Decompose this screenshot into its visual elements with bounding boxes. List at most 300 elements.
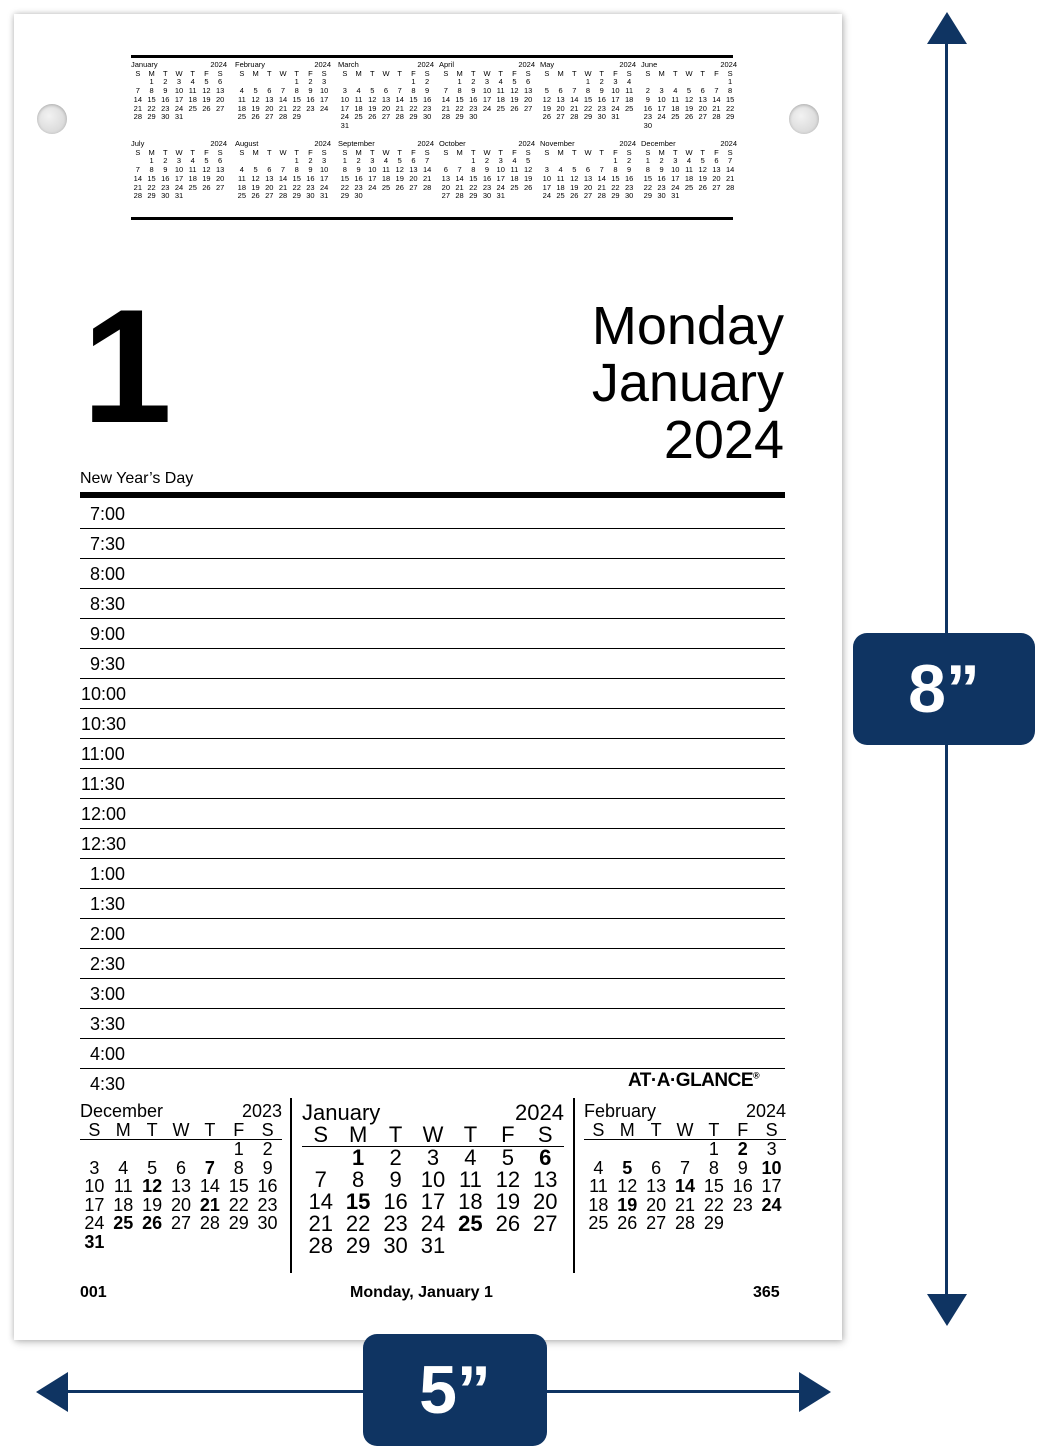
weekday-initial: F xyxy=(613,147,618,157)
year-month-weekdays xyxy=(235,149,331,158)
day-cell: 16 xyxy=(306,173,315,183)
day-cell: 24 xyxy=(420,1211,446,1236)
year-month-year: 2024 xyxy=(619,60,636,69)
day-cell: 16 xyxy=(643,103,653,113)
day-cell: 14 xyxy=(570,94,579,104)
day-cell: 14 xyxy=(308,1189,333,1214)
day-cell: 9 xyxy=(163,165,168,175)
time-slot[interactable] xyxy=(80,709,785,739)
day-cell: 28 xyxy=(441,112,451,122)
day-cell: 26 xyxy=(142,1213,163,1233)
day-cell: 28 xyxy=(597,191,606,201)
weekday-initial: F xyxy=(512,147,517,157)
day-cell xyxy=(527,1235,564,1257)
weekday-initial: T xyxy=(204,1119,216,1140)
day-cell: 14 xyxy=(199,1176,220,1196)
day-cell: 30 xyxy=(597,112,606,122)
day-cell: 9 xyxy=(737,1157,748,1178)
weekday-initial: T xyxy=(190,68,195,78)
day-cell: 3 xyxy=(176,156,182,166)
day-cell: 24 xyxy=(174,182,184,192)
day-cell: 16 xyxy=(161,94,170,104)
day-cell: 25 xyxy=(671,112,680,122)
day-cell: 31 xyxy=(319,191,329,201)
year-month-week xyxy=(641,192,737,201)
day-cell: 17 xyxy=(368,173,377,183)
weekday-initial: M xyxy=(658,68,665,78)
day-cell: 14 xyxy=(712,94,721,104)
weekday-initial: S xyxy=(313,1122,329,1147)
day-cell: 21 xyxy=(278,182,288,192)
day-cell xyxy=(393,192,407,201)
weekday-initial: S xyxy=(727,68,733,78)
year-month xyxy=(235,61,331,122)
day-cell xyxy=(195,1140,224,1159)
day-cell: 28 xyxy=(674,1213,695,1233)
day-cell: 26 xyxy=(684,112,694,122)
day-cell xyxy=(80,1140,109,1159)
weekday-initial: T xyxy=(266,68,272,78)
year-month-year: 2024 xyxy=(417,139,434,148)
month-calendar-year: 2024 xyxy=(745,1101,786,1121)
day-cell: 28 xyxy=(133,112,143,122)
day-cell: 11 xyxy=(237,94,246,104)
day-cell: 8 xyxy=(149,165,154,175)
day-cell: 7 xyxy=(679,1157,690,1178)
year-month-name: August xyxy=(235,139,259,148)
day-cell: 20 xyxy=(265,103,274,113)
year-month-week xyxy=(235,192,331,201)
year-month xyxy=(131,61,227,122)
day-cell: 27 xyxy=(712,182,721,192)
day-cell: 5 xyxy=(572,165,577,175)
day-cell: 29 xyxy=(725,112,735,122)
day-cell: 31 xyxy=(174,191,184,201)
weekday-initial: S xyxy=(239,147,245,157)
day-cell: 24 xyxy=(368,182,377,192)
day-cell: 2 xyxy=(425,77,430,87)
weekday-initial: F xyxy=(714,147,719,157)
day-cell: 31 xyxy=(420,1233,446,1258)
time-label: 4:30 xyxy=(90,1074,126,1094)
day-cell: 18 xyxy=(188,94,197,104)
weekday-initial: W xyxy=(584,147,592,157)
day-cell: 5 xyxy=(204,156,209,166)
weekday-initial: M xyxy=(456,147,463,157)
day-cell: 9 xyxy=(425,86,430,96)
day-cell: 4 xyxy=(239,165,244,175)
time-slot[interactable] xyxy=(80,1039,785,1069)
day-cell: 1 xyxy=(457,77,462,87)
day-cell: 13 xyxy=(441,173,451,183)
year-month-year: 2024 xyxy=(619,139,636,148)
arrow-right-icon xyxy=(799,1372,831,1412)
day-cell: 30 xyxy=(161,191,170,201)
day-cell: 30 xyxy=(482,191,492,201)
day-cell xyxy=(671,1140,700,1159)
day-cell: 23 xyxy=(732,1194,753,1215)
time-label: 7:30 xyxy=(90,534,126,554)
day-cell: 9 xyxy=(308,86,313,96)
year-month-week xyxy=(641,122,737,131)
header-divider xyxy=(80,492,785,498)
year-month-week xyxy=(338,192,434,201)
day-cell: 3 xyxy=(176,77,182,87)
day-cell: 11 xyxy=(188,165,197,175)
day-cell: 17 xyxy=(542,182,552,192)
day-cell: 6 xyxy=(526,77,531,87)
day-cell: 6 xyxy=(411,156,416,166)
day-cell: 3 xyxy=(322,156,327,166)
day-cell: 4 xyxy=(118,1157,129,1178)
weekday-initial: W xyxy=(175,147,183,157)
weekday-initial: S xyxy=(544,68,550,78)
day-of-year: 001 xyxy=(80,1284,107,1301)
day-cell: 19 xyxy=(542,103,552,113)
day-cell: 27 xyxy=(523,103,533,113)
day-cell: 23 xyxy=(306,103,315,113)
day-cell: 7 xyxy=(599,165,604,175)
day-cell: 6 xyxy=(700,86,705,96)
day-cell: 26 xyxy=(510,103,519,113)
weekday-initial: T xyxy=(369,68,375,78)
day-cell xyxy=(167,1233,196,1252)
day-cell: 28 xyxy=(725,182,735,192)
day-cell: 13 xyxy=(646,1176,667,1196)
day-cell: 10 xyxy=(84,1176,105,1196)
day-cell: 15 xyxy=(345,1189,371,1214)
day-cell: 14 xyxy=(674,1176,695,1196)
weekday-initial: T xyxy=(700,147,705,157)
day-cell: 22 xyxy=(345,1211,371,1236)
day-cell: 24 xyxy=(84,1213,105,1233)
month-calendar-weekdays xyxy=(80,1121,282,1141)
weekday-initial: S xyxy=(424,147,430,157)
day-cell: 12 xyxy=(251,94,260,104)
registered-mark: ® xyxy=(753,1070,760,1081)
day-cell: 20 xyxy=(698,103,707,113)
year-month-year: 2024 xyxy=(518,139,535,148)
day-cell: 28 xyxy=(455,191,464,201)
day-cell xyxy=(200,192,214,201)
day-cell: 14 xyxy=(441,94,451,104)
day-cell: 28 xyxy=(278,112,288,122)
time-slot[interactable] xyxy=(80,589,785,619)
day-cell: 31 xyxy=(340,120,350,130)
day-cell: 3 xyxy=(89,1157,100,1178)
year-month xyxy=(439,140,535,201)
day-cell: 8 xyxy=(471,165,476,175)
day-cell xyxy=(723,192,737,201)
day-cell: 10 xyxy=(174,165,184,175)
day-cell: 9 xyxy=(659,165,664,175)
day-cell: 5 xyxy=(622,1157,633,1178)
time-slot[interactable] xyxy=(80,1009,785,1039)
day-cell: 12 xyxy=(698,165,707,175)
time-label: 12:00 xyxy=(81,804,127,824)
weekday-initial: S xyxy=(321,147,327,157)
current-month-calendar xyxy=(302,1102,564,1257)
time-slot[interactable] xyxy=(80,889,785,919)
day-cell: 15 xyxy=(409,94,418,104)
month-calendar-weekdays xyxy=(302,1124,564,1147)
day-cell: 14 xyxy=(278,173,288,183)
day-cell: 2 xyxy=(599,77,604,87)
time-slot[interactable] xyxy=(80,619,785,649)
day-cell: 5 xyxy=(544,86,549,96)
day-cell: 16 xyxy=(257,1176,278,1196)
day-cell: 19 xyxy=(495,1189,521,1214)
weekday-initial: T xyxy=(162,147,168,157)
year-month-week xyxy=(439,192,535,201)
day-cell: 27 xyxy=(170,1213,191,1233)
day-cell: 1 xyxy=(613,156,618,166)
day-cell: 25 xyxy=(556,191,565,201)
day-cell: 17 xyxy=(84,1194,105,1215)
day-cell xyxy=(200,113,214,122)
day-cell: 3 xyxy=(342,86,347,96)
day-cell xyxy=(420,192,434,201)
day-cell: 4 xyxy=(512,156,517,166)
arrow-up-icon xyxy=(927,12,967,44)
day-cell: 11 xyxy=(556,173,565,183)
day-cell: 6 xyxy=(539,1145,552,1170)
day-cell: 17 xyxy=(657,103,666,113)
footer-date: Monday, January 1 xyxy=(350,1284,493,1301)
day-cell: 3 xyxy=(544,165,549,175)
day-cell: 1 xyxy=(728,77,733,87)
day-cell: 4 xyxy=(464,1145,477,1170)
time-label: 9:00 xyxy=(90,624,126,644)
time-slot[interactable] xyxy=(80,739,785,769)
day-cell: 7 xyxy=(314,1167,327,1192)
weekday-initial: T xyxy=(498,68,503,78)
time-label: 12:30 xyxy=(81,834,127,854)
day-cell: 15 xyxy=(147,94,156,104)
day-cell xyxy=(365,192,379,201)
day-cell: 25 xyxy=(113,1213,134,1233)
day-cell: 4 xyxy=(498,77,503,87)
day-cell: 14 xyxy=(725,165,735,175)
time-slot[interactable] xyxy=(80,499,785,529)
days-in-year: 365 xyxy=(753,1284,780,1301)
day-cell: 19 xyxy=(510,94,519,104)
day-cell xyxy=(494,113,508,122)
year-month xyxy=(540,61,636,122)
day-cell: 2 xyxy=(308,77,313,87)
day-cell: 28 xyxy=(422,182,432,192)
year-month-week xyxy=(131,192,227,201)
weekday-initial: W xyxy=(172,1119,190,1140)
day-cell: 25 xyxy=(237,191,247,201)
weekday-initial: M xyxy=(115,1119,131,1140)
day-cell xyxy=(393,122,407,131)
day-cell: 28 xyxy=(278,191,288,201)
time-slot[interactable] xyxy=(80,919,785,949)
time-label: 1:30 xyxy=(90,894,126,914)
day-cell: 29 xyxy=(147,112,156,122)
day-cell xyxy=(508,113,522,122)
day-cell xyxy=(195,1233,224,1252)
day-cell: 29 xyxy=(643,191,653,201)
day-cell: 17 xyxy=(761,1176,782,1196)
year-month-name: February xyxy=(235,60,266,69)
day-cell: 23 xyxy=(257,1194,278,1215)
day-cell: 15 xyxy=(147,173,156,183)
weekday-initial: T xyxy=(397,68,402,78)
day-cell: 13 xyxy=(523,86,533,96)
month-label: January xyxy=(591,353,784,413)
weekday-initial: T xyxy=(571,147,577,157)
day-cell: 8 xyxy=(342,165,347,175)
day-cell: 2 xyxy=(659,156,664,166)
day-cell: 14 xyxy=(133,94,143,104)
day-cell xyxy=(480,113,494,122)
day-cell: 9 xyxy=(262,1157,273,1178)
day-cell: 6 xyxy=(651,1157,662,1178)
time-slot[interactable] xyxy=(80,859,785,889)
day-cell: 24 xyxy=(319,182,329,192)
time-label: 3:30 xyxy=(90,1014,126,1034)
day-cell: 27 xyxy=(215,182,225,192)
time-slot[interactable] xyxy=(80,559,785,589)
weekday-initial: T xyxy=(294,68,299,78)
day-cell: 16 xyxy=(383,1189,408,1214)
day-cell: 23 xyxy=(643,112,653,122)
day-cell: 30 xyxy=(469,112,478,122)
day-cell: 17 xyxy=(482,94,492,104)
day-cell xyxy=(452,1235,489,1257)
time-slot[interactable] xyxy=(80,679,785,709)
day-cell: 20 xyxy=(265,182,274,192)
day-cell: 1 xyxy=(149,77,154,87)
day-cell: 12 xyxy=(202,165,211,175)
day-cell: 19 xyxy=(395,173,404,183)
day-cell: 20 xyxy=(215,173,225,183)
day-cell: 23 xyxy=(597,103,606,113)
weekday-initial: S xyxy=(626,147,632,157)
day-cell: 5 xyxy=(147,1157,158,1178)
day-cell: 31 xyxy=(84,1231,105,1252)
time-slot[interactable] xyxy=(80,949,785,979)
time-slot[interactable] xyxy=(80,979,785,1009)
year-month-year: 2024 xyxy=(417,60,434,69)
day-cell: 21 xyxy=(725,173,735,183)
day-cell: 27 xyxy=(381,112,391,122)
year-month-year: 2024 xyxy=(314,139,331,148)
time-slot[interactable] xyxy=(80,649,785,679)
day-cell: 18 xyxy=(381,173,391,183)
day-cell: 16 xyxy=(482,173,492,183)
day-cell: 10 xyxy=(671,165,680,175)
weekday-initial: F xyxy=(501,1122,515,1147)
day-cell: 30 xyxy=(383,1233,408,1258)
day-cell: 17 xyxy=(340,103,350,113)
day-cell: 22 xyxy=(583,103,593,113)
day-cell: 29 xyxy=(469,191,478,201)
year-month xyxy=(235,140,331,201)
day-cell: 15 xyxy=(703,1176,724,1196)
day-cell: 22 xyxy=(292,103,301,113)
day-cell: 20 xyxy=(441,182,451,192)
weekday-initial: T xyxy=(463,1122,478,1147)
time-slot[interactable] xyxy=(80,799,785,829)
day-cell: 9 xyxy=(599,86,604,96)
weekday-initial: T xyxy=(672,68,678,78)
day-cell xyxy=(302,1147,339,1169)
year-month-week xyxy=(338,184,434,193)
weekday-initial: T xyxy=(397,147,402,157)
weekday-initial: S xyxy=(645,68,651,78)
weekday-initial: M xyxy=(355,147,362,157)
year-month-week xyxy=(338,122,434,131)
day-cell: 1 xyxy=(294,77,299,87)
time-slot[interactable] xyxy=(80,769,785,799)
day-cell: 29 xyxy=(409,112,418,122)
day-cell: 17 xyxy=(420,1189,446,1214)
day-cell: 18 xyxy=(188,173,197,183)
day-cell: 19 xyxy=(251,103,260,113)
day-cell xyxy=(213,113,227,122)
weekday-initial: T xyxy=(571,68,577,78)
month-calendar-header xyxy=(584,1102,786,1121)
time-slot[interactable] xyxy=(80,529,785,559)
weekday-initial: M xyxy=(148,68,155,78)
year-month-week xyxy=(540,113,636,122)
weekday-initial: W xyxy=(685,68,693,78)
year-month xyxy=(338,140,434,201)
day-cell: 21 xyxy=(441,103,451,113)
day-cell xyxy=(723,122,737,131)
day-cell xyxy=(138,1233,167,1252)
day-cell: 8 xyxy=(352,1167,365,1192)
weekday-initial: S xyxy=(443,147,449,157)
weekday-initial: T xyxy=(369,147,375,157)
day-cell: 5 xyxy=(397,156,402,166)
day-cell: 29 xyxy=(292,112,301,122)
day-cell: 30 xyxy=(657,191,666,201)
weekday-initial: F xyxy=(737,1119,749,1140)
day-cell: 17 xyxy=(671,173,680,183)
day-cell xyxy=(682,192,696,201)
day-cell: 29 xyxy=(611,191,620,201)
day-cell: 5 xyxy=(512,77,517,87)
day-cell: 27 xyxy=(646,1213,667,1233)
day-cell: 15 xyxy=(340,173,350,183)
day-cell: 18 xyxy=(624,94,634,104)
day-cell: 3 xyxy=(426,1145,440,1170)
day-cell: 13 xyxy=(698,94,707,104)
weekday-initial: S xyxy=(443,68,449,78)
month-calendar-name: February xyxy=(584,1101,657,1121)
day-cell: 16 xyxy=(732,1176,753,1196)
day-cell: 12 xyxy=(251,173,260,183)
day-cell: 21 xyxy=(674,1194,695,1215)
time-slot[interactable] xyxy=(80,829,785,859)
day-cell xyxy=(109,1140,138,1159)
time-label: 11:30 xyxy=(81,774,125,794)
day-cell xyxy=(696,122,710,131)
day-cell: 6 xyxy=(267,165,272,175)
time-label: 10:00 xyxy=(81,684,127,704)
day-cell: 19 xyxy=(684,103,694,113)
time-label: 8:30 xyxy=(90,594,126,614)
day-cell xyxy=(253,1233,282,1252)
weekday-initial: S xyxy=(261,1119,274,1140)
day-cell: 1 xyxy=(352,1145,365,1170)
day-cell: 4 xyxy=(239,86,244,96)
day-cell: 30 xyxy=(624,191,634,201)
